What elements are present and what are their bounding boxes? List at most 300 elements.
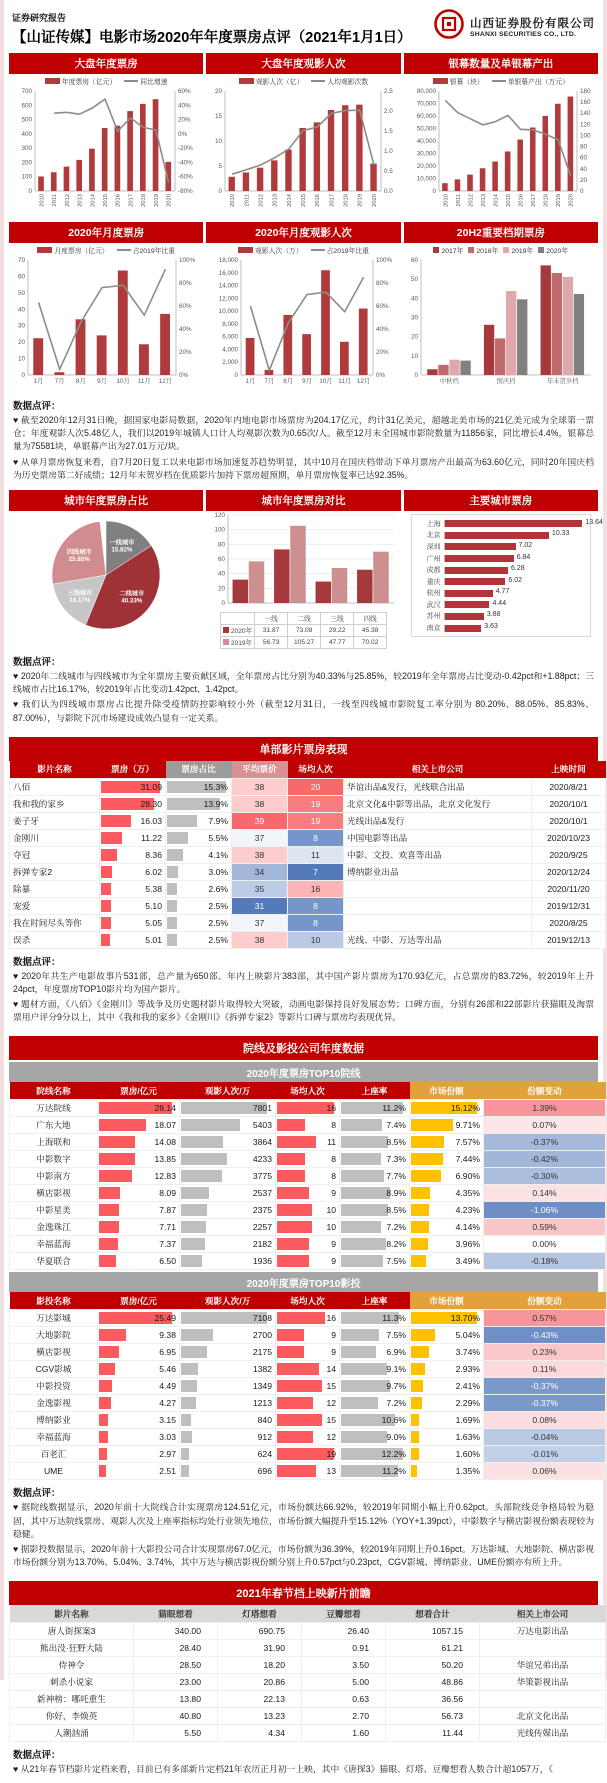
chart-legend [206,74,400,87]
comment-paragraph: ♥ 2020年共生产电影故事片531部，总产量为650部。年内上映影片383部，其中国产影片票房为170.93亿元，占总票房的83.72%，较2019年上升24pct，年度票房TOP10影片均为国产影片。 [13,970,594,994]
svg-text:一线城市: 一线城市 [109,539,135,547]
legend-line-swatch [124,80,138,82]
svg-text:140: 140 [580,110,591,118]
panel-title: 银幕数量及单银幕产出 [404,53,598,74]
comment-paragraph: ♥ 我们认为四线城市票房占比提升除受疫情防控影响较小外（截至12月31日，一线至四线城市影院复工率分别为 80.20%、88.05%、85.83%、87.00%），与影院下沉市场建设成效凸显有一定关系。 [13,699,594,723]
chart-legend [404,74,598,87]
svg-text:12,000: 12,000 [218,295,238,303]
panel-title: 大盘年度票房 [9,53,203,74]
svg-text:80%: 80% [375,280,389,287]
table-row: 熊出没·狂野大陆 28.40 31.90 0.91 61.21 [10,1640,606,1657]
svg-text:100: 100 [21,173,32,181]
panel-title: 2020年月度票房 [9,222,203,243]
svg-text:40%: 40% [177,102,191,110]
svg-text:10: 10 [214,138,222,145]
svg-text:0: 0 [432,188,437,195]
screens-output-chart [404,74,598,220]
svg-text:70,000: 70,000 [417,100,437,108]
table-row: 唐人街探案3 340.00 690.75 26.40 1057.15 万达电影出品 [10,1623,606,1640]
comment-section-spring [4,1742,603,1782]
city-bar-row: 上海 13.64 [426,518,603,528]
table-row: 中影投资 4.49 1349 15 9.7% 2.41% -0.37% [10,1378,606,1395]
svg-text:18,000: 18,000 [218,257,238,264]
svg-text:100%: 100% [375,257,393,264]
svg-text:8,000: 8,000 [222,320,238,328]
svg-text:0: 0 [414,372,419,379]
city-bar-row: 北京 10.33 [414,530,586,542]
svg-text:16,000: 16,000 [218,269,238,277]
sub-title-top10-investors: 2020年度票房TOP10影投 [9,1272,598,1292]
table-row: CGV影城 5.46 1382 14 9.1% 2.93% 0.11% [10,1361,606,1378]
city-bar-row: 成都 6.28 [414,564,586,576]
svg-text:60,000: 60,000 [417,113,437,120]
svg-text:9月: 9月 [96,378,107,385]
svg-text:0%: 0% [177,130,187,138]
svg-text:4,000: 4,000 [222,346,238,354]
table-row: 百老汇 2.97 624 19 12.2% 1.60% -0.01% [10,1446,606,1463]
svg-text:15: 15 [214,113,222,120]
svg-text:100: 100 [580,132,591,140]
svg-text:20: 20 [217,585,225,593]
svg-text:2015: 2015 [300,194,307,207]
panel-title: 大盘年度观影人次 [206,53,400,74]
legend-item: 单银幕产出（万元） [492,76,569,86]
table-row: 金逸珠江 7.71 2257 10 7.2% 4.14% 0.59% [10,1219,606,1236]
svg-text:11月: 11月 [137,378,151,385]
svg-text:60%: 60% [178,303,192,310]
table-row: 大地影院 9.38 2700 9 7.5% 5.04% -0.43% [10,1327,606,1344]
svg-text:40%: 40% [178,326,192,333]
table-row: 新神榜：哪吒重生 13.80 22.13 0.63 36.56 [10,1691,606,1708]
svg-text:2018: 2018 [140,194,147,207]
film-box-office-table [9,761,606,949]
svg-text:30: 30 [411,314,419,322]
city-bar-row: 广州 6.84 [414,553,586,565]
comment-heading: 数据点评： [13,1488,61,1500]
comment-heading: 数据点评： [13,1750,61,1762]
svg-text:15.82%: 15.82% [111,546,133,554]
svg-text:30: 30 [17,322,25,330]
svg-text:2011: 2011 [51,194,58,207]
annual-box-office-chart [9,74,203,220]
compare-data-table: 一线 二线 三线 四线 2020年 31.87 73.08 29.22 45.38 2019年 56.73 105.27 47.77 70.02 [220,612,387,649]
major-cities-bar-chart [404,514,603,637]
shanxi-securities-logo-icon [433,8,465,45]
table-row: 拆弹专家2 6.02 3.0% 34 7 博纳影业出品 2020/12/24 [10,863,606,880]
legend-item: 同比增速 [124,76,167,86]
table-header-row: 影片名称 猫眼想看 灯塔想看 豆瓣想看 想看合计 相关上市公司 [10,1605,606,1623]
svg-text:20%: 20% [177,116,191,124]
panel-annual-box-office [9,53,203,220]
svg-text:100: 100 [214,526,225,534]
svg-text:2014: 2014 [286,194,293,207]
legend-line-swatch [311,80,325,82]
page-title: 【山证传媒】电影市场2020年年度票房点评（2021年1月1日） [12,30,412,46]
svg-text:40: 40 [17,306,25,314]
svg-text:2017: 2017 [128,194,135,207]
svg-text:120: 120 [214,511,225,519]
svg-text:60%: 60% [177,88,191,95]
city-bar-row: 苏州 3.88 [414,611,586,623]
svg-text:50: 50 [411,276,419,284]
svg-text:四线城市: 四线城市 [67,548,92,556]
svg-text:0: 0 [221,599,225,607]
comment-paragraph: ♥ 据院线数据显示，2020年前十大院线合计实现票房124.51亿元，市场份额达66.92%，较2019年同期小幅上升0.62pct。头部院线竞争格局较为稳固，其中万达院线票房、观影人次及上座率指标均处行业领先地位，市场份额大幅提升至15.12%（YOY+1.39pct），中影数字与横店影视份额表现较为稳健。 [13,1502,594,1539]
svg-text:40: 40 [217,570,225,578]
chart-legend [9,243,203,256]
svg-text:0%: 0% [178,372,188,379]
svg-text:60: 60 [580,154,588,162]
table-header-row: 院线名称 票房/亿元 观影人次/万 场均人次 上座率 市场份额 份额变动 [10,1082,606,1100]
section-title-chains: 院线及影投公司年度数据 [9,1036,598,1060]
table-row: 刺杀小说家 23.00 20.86 5.00 48.86 华策影视出品 [10,1674,606,1691]
table-row: 姜子牙 16.03 7.9% 39 19 光线出品&发行 2020/10/1 [10,812,606,829]
table-row: 金刚川 11.22 5.5% 37 8 中国电影等出品 2020/10/23 [10,829,606,846]
table-row: 宠爱 5.10 2.5% 31 8 2019/12/31 [10,897,606,914]
comment-heading: 数据点评： [13,401,61,412]
table-row: 中影数字 13.85 4233 8 7.3% 7.44% -0.42% [10,1151,606,1168]
panel-title: 2020年月度观影人次 [206,222,400,243]
legend-bar-swatch [468,247,474,253]
svg-text:2018: 2018 [543,194,550,207]
legend-item: 观影人次（亿） [239,76,304,86]
svg-text:2010: 2010 [39,194,46,207]
table-row: 侍神令 28.50 18.20 3.50 50.20 华谊兄弟出品 [10,1657,606,1674]
legend-item: 月度票房（亿元） [37,245,108,255]
brand-block [433,8,595,47]
svg-text:8月: 8月 [75,378,86,385]
report-kicker: 证券研究报告 [12,13,67,23]
panel-monthly-admissions [206,222,400,393]
table-row: 幸福蓝海 3.03 912 12 9.0% 1.63% -0.04% [10,1429,606,1446]
svg-text:国庆档: 国庆档 [496,378,516,385]
svg-text:2017: 2017 [531,194,538,207]
top10-investors-table [9,1292,606,1480]
svg-text:1月: 1月 [245,378,256,385]
svg-text:2011: 2011 [456,194,463,207]
table-row: 万达影城 25.49 7108 16 11.3% 13.70% 0.57% [10,1310,606,1327]
header-titles [12,11,412,47]
svg-text:40,000: 40,000 [417,138,437,145]
legend-bar-swatch [503,247,509,253]
svg-text:25.85%: 25.85% [68,555,90,563]
svg-text:9月: 9月 [302,378,312,385]
svg-text:20: 20 [411,333,419,341]
svg-text:80,000: 80,000 [417,88,437,95]
table-row: 我和我的家乡 28.30 13.9% 38 19 北京文化&中影等出品，北京文化发行 2020/10/1 [10,795,606,812]
comment-section-chains [4,1480,603,1575]
panel-title: 城市年度票房占比 [9,490,203,511]
brand-names [470,15,595,38]
comment-heading: 数据点评： [13,656,61,668]
svg-text:20%: 20% [375,349,389,356]
table-row: 万达院线 28.14 7801 16 11.2% 15.12% 1.39% [10,1100,606,1117]
svg-text:20,000: 20,000 [417,163,437,170]
panel-monthly-box-office [9,222,203,393]
svg-text:600: 600 [21,102,32,110]
svg-text:2014: 2014 [89,194,96,207]
legend-bar-swatch [433,78,448,84]
chart-legend [404,243,598,256]
svg-text:40.33%: 40.33% [121,597,143,605]
svg-text:400: 400 [21,130,32,138]
svg-text:0: 0 [234,372,238,379]
svg-text:100%: 100% [178,257,195,264]
svg-text:2020: 2020 [569,194,576,207]
svg-text:30,000: 30,000 [417,150,437,158]
svg-text:0: 0 [580,188,584,195]
svg-text:14,000: 14,000 [218,282,238,290]
svg-text:2016: 2016 [518,194,525,207]
legend-item: 人均观影次数 [311,76,368,86]
svg-text:年末贺岁档: 年末贺岁档 [547,378,579,385]
city-compare-chart [206,511,400,649]
panel-screens [404,53,598,220]
report-header [4,0,603,51]
svg-text:6,000: 6,000 [222,333,238,341]
panel-title: 城市年度票房对比 [206,490,400,511]
city-bar-row: 重庆 6.02 [414,576,586,588]
svg-text:2013: 2013 [481,194,488,207]
comment-paragraph: ♥ 题材方面，《八佰》《金刚川》等战争及历史题材影片取得较大突破，动画电影保持良好发展态势；口碑方面，分别有26部和22部影片获猫眼及淘票票用户评分9分以上，其中《我和我的家乡》《金刚川》《拆弹专家2》等影片口碑与票房均表现优异。 [13,999,594,1023]
section-title-film: 单部影片票房表现 [9,737,598,761]
svg-text:2.5: 2.5 [383,88,393,95]
legend-item: 银幕（块） [433,76,484,86]
panel-city-share-pie [9,490,203,649]
svg-text:5: 5 [218,163,222,170]
table-row: 中影星美 7.87 2375 10 8.5% 4.23% -1.06% [10,1202,606,1219]
svg-text:-60%: -60% [177,173,193,181]
top10-chains-table [9,1082,606,1270]
table-row: 横店影视 6.95 2175 9 6.9% 3.74% 0.23% [10,1344,606,1361]
legend-item: 2017年 [433,245,463,255]
section-title-spring: 2021年春节档上映新片前瞻 [9,1581,598,1605]
svg-text:40: 40 [411,295,419,303]
table-row: UME 2.51 696 13 11.2% 1.35% 0.06% [10,1463,606,1480]
legend-line-swatch [311,249,325,251]
legend-item: 占2019年比重 [117,245,175,255]
svg-text:180: 180 [580,88,591,95]
city-bar-row: 南京 3.63 [414,622,586,634]
svg-text:2014: 2014 [493,194,500,207]
monthly-box-office-chart [9,243,203,393]
svg-text:0: 0 [21,372,25,379]
table-row: 八佰 31.09 15.3% 38 20 华谊出品&发行，光线联合出品 2020/8/21 [10,778,606,795]
chart-legend [9,74,203,87]
spring-festival-table [9,1605,606,1742]
legend-bar-swatch [433,247,439,253]
legend-item: 占2019年比重 [311,245,369,255]
comment-heading: 数据点评： [13,956,61,968]
svg-text:2017: 2017 [329,194,336,207]
legend-bar-swatch [37,247,52,253]
svg-text:2019: 2019 [357,194,364,207]
panel-title: 20H2重要档期票房 [404,222,598,243]
svg-text:10: 10 [411,352,419,360]
svg-text:11月: 11月 [338,378,352,385]
city-bar-row: 杭州 4.77 [414,588,586,600]
svg-text:40: 40 [580,165,588,173]
svg-text:2011: 2011 [244,194,251,207]
brand-name-cn: 山西证券股份有限公司 [470,18,595,30]
legend-line-swatch [492,80,506,82]
svg-text:0%: 0% [375,372,386,379]
svg-text:2015: 2015 [102,194,109,207]
svg-text:60%: 60% [375,303,389,310]
svg-text:50,000: 50,000 [417,125,437,133]
legend-item: 观影人次（万） [238,245,303,255]
svg-text:2013: 2013 [77,194,84,207]
comment-paragraph: ♥ 从单月票房恢复来看，自7月20日复工以来电影市场加速复苏趋势明显，其中10月在国庆档带动下单月票房产出最高为63.60亿元，同时20年国庆档为历史票房第二好成绩；12月年末贺岁档在优质影片加持下票房超预期，单月票房恢复率已达92.35%。 [13,456,594,480]
svg-text:2013: 2013 [272,194,279,207]
svg-text:20: 20 [214,88,222,95]
comment-paragraph: ♥ 据影投数据显示，2020年前十大影投公司合计实现票房67.0亿元，市场份额为36.39%，较2019年同期上升0.16pct。万达影城、大地影院、横店影视市场份额分别为13.70%、5.04%、3.74%，其中万达与横店影视份额分别上升0.57pct与0.23pct，CGV影城、博纳影业、UME份额亦有所上升。 [13,1544,594,1568]
legend-bar-swatch [538,247,544,253]
svg-text:300: 300 [21,145,32,153]
panel-title: 主要城市票房 [404,490,598,511]
panel-annual-admissions [206,53,400,220]
svg-text:10,000: 10,000 [417,175,437,183]
svg-text:2010: 2010 [230,194,237,207]
table-row: 夺冠 8.36 4.1% 38 11 中影、文投、欢喜等出品 2020/9/25 [10,846,606,863]
svg-text:-80%: -80% [177,188,193,195]
table-row: 人潮汹涌 5.50 4.34 1.60 11.44 光线传媒出品 [10,1725,606,1742]
svg-text:2018: 2018 [343,194,350,207]
svg-text:10月: 10月 [319,378,333,385]
svg-text:2,000: 2,000 [222,359,238,367]
svg-text:0.0: 0.0 [383,188,393,195]
comment-paragraph: ♥ 截至2020年12月31日晚，据国家电影局数据，2020年内地电影市场票房为204.17亿元，约计31亿美元，超越北美市场的21亿美元成为全球第一票仓；年度观影人次5.48亿人，我们以2019年城镇人口计人均观影次数为0.65次/人。截至12月末全国城市影院数量为11856家，同比增长4.4%，银幕总量为75581块，单银幕产出为27.01万元/块。 [13,415,594,452]
svg-text:10,000: 10,000 [218,308,238,316]
table-header-row: 影投名称 票房/亿元 观影人次/万 场均人次 上座率 市场份额 份额变动 [10,1292,606,1310]
svg-text:70: 70 [17,257,25,264]
comment-paragraph: ♥ 从21年春节档影片定档来看，目前已有多部新片定档21年农历正月初一上映，其中《唐探3》猫眼、灯塔、豆瓣想看人数合计超1057万，《 [13,1764,553,1775]
svg-text:-20%: -20% [177,145,193,153]
svg-text:2016: 2016 [115,194,122,207]
city-share-pie-chart [9,511,203,646]
svg-text:-40%: -40% [177,159,193,167]
svg-text:80%: 80% [178,280,192,287]
chart-row-annual [4,51,603,220]
table-row: 除暴 5.38 2.6% 35 16 2020/11/20 [10,880,606,897]
table-row: 我在时间尽头等你 5.05 2.5% 37 8 2020/8/25 [10,914,606,931]
svg-text:1月: 1月 [33,378,44,385]
table-header-row: 影片名称 票房（万） 票房占比 平均票价 场均人次 相关上市公司 上映时间 [10,761,606,779]
svg-text:10月: 10月 [116,378,130,385]
table-row: 误杀 5.01 2.5% 38 10 光线、中影、万达等出品 2019/12/13 [10,931,606,948]
svg-text:三线城市: 三线城市 [67,589,93,597]
svg-text:2010: 2010 [443,194,450,207]
city-bar-row: 武汉 4.44 [414,599,586,611]
svg-text:700: 700 [21,88,32,95]
svg-text:2.0: 2.0 [383,108,393,115]
table-row: 你好，李焕英 40.80 13.23 2.70 56.73 北京文化出品 [10,1708,606,1725]
panel-city-compare [206,490,400,649]
svg-text:1.5: 1.5 [383,128,393,135]
table-row: 2019年 56.73 105.27 47.77 70.02 [220,636,386,648]
svg-text:500: 500 [21,116,32,124]
city-bar-row: 深圳 7.02 [414,541,586,553]
panel-h2-archive [404,222,598,393]
svg-text:2012: 2012 [258,194,265,207]
table-row: 博纳影业 3.15 840 15 10.6% 1.69% 0.08% [10,1412,606,1429]
legend-item: 2019年 [503,245,533,255]
svg-text:0: 0 [218,188,222,195]
svg-text:二线城市: 二线城市 [119,590,145,598]
legend-bar-swatch [239,78,254,84]
svg-text:12月: 12月 [158,378,172,385]
legend-bar-swatch [238,247,253,253]
svg-text:2019: 2019 [153,194,160,207]
table-row: 幸福蓝海 7.37 2182 9 8.2% 3.96% 0.00% [10,1236,606,1253]
svg-text:2020: 2020 [166,194,173,207]
chart-legend [206,243,400,256]
svg-text:2012: 2012 [468,194,475,207]
svg-text:200: 200 [21,159,32,167]
table-row: 上海联和 14.08 3864 11 8.5% 7.57% -0.37% [10,1134,606,1151]
comment-section-film [4,949,603,1031]
svg-text:20%: 20% [178,349,192,356]
svg-text:10: 10 [17,355,25,363]
chart-row-city [4,488,603,649]
svg-text:0: 0 [28,188,32,195]
svg-text:中秋档: 中秋档 [440,378,460,385]
svg-text:60: 60 [17,273,25,281]
table-row: 华夏联合 6.50 1936 9 7.5% 3.49% -0.18% [10,1253,606,1270]
table-row: 金逸影视 4.27 1213 12 7.2% 2.29% -0.37% [10,1395,606,1412]
svg-text:12月: 12月 [356,378,371,385]
legend-item: 年度票房（亿元） [45,76,116,86]
comment-paragraph: ♥ 2020年二线城市与四线城市为全年票房主要贡献区域，全年票房占比分别为40.33%与25.85%，较2019年全年票房占比变动-0.42pct和+1.88pct；三线城市占比16.17%，较2019年占比变动1.42pct、1.42pct。 [13,670,594,695]
comment-section-city [4,649,603,731]
svg-text:2015: 2015 [506,194,513,207]
table-row: 中影南方 12.83 3775 8 7.7% 6.90% -0.30% [10,1168,606,1185]
svg-text:16.17%: 16.17% [69,596,91,604]
table-row: 横店影视 8.09 2537 9 8.9% 4.35% 0.14% [10,1185,606,1202]
svg-text:120: 120 [580,121,591,129]
table-row: 广东大地 18.07 5403 8 7.4% 9.71% 0.07% [10,1117,606,1134]
sub-title-top10-chains: 2020年度票房TOP10院线 [9,1062,598,1082]
svg-text:0.5: 0.5 [383,168,393,175]
legend-bar-swatch [45,78,60,84]
panel-city-top [404,490,603,649]
svg-text:2012: 2012 [64,194,71,207]
legend-line-swatch [117,249,131,251]
brand-name-en: SHANXI SECURITIES CO., LTD. [470,31,577,38]
svg-text:50: 50 [17,289,25,297]
svg-text:2020: 2020 [371,194,378,207]
svg-text:7月: 7月 [54,378,65,385]
h2-key-slots-chart [404,243,598,393]
svg-text:2019: 2019 [556,194,563,207]
chart-row-monthly [4,220,603,393]
table-row: 2020年 31.87 73.08 29.22 45.38 [220,624,386,636]
legend-item: 2020年 [538,245,568,255]
svg-text:20: 20 [580,176,588,184]
monthly-admissions-chart [206,243,400,393]
svg-text:40%: 40% [375,326,389,333]
svg-text:160: 160 [580,99,591,107]
svg-text:1.0: 1.0 [383,148,393,155]
svg-text:60: 60 [411,257,419,264]
legend-item: 2018年 [468,245,498,255]
svg-text:80: 80 [217,541,225,549]
svg-text:2016: 2016 [315,194,322,207]
svg-text:80: 80 [580,143,588,151]
svg-text:8月: 8月 [283,378,294,385]
svg-text:7月: 7月 [264,378,275,385]
svg-text:60: 60 [217,555,225,563]
